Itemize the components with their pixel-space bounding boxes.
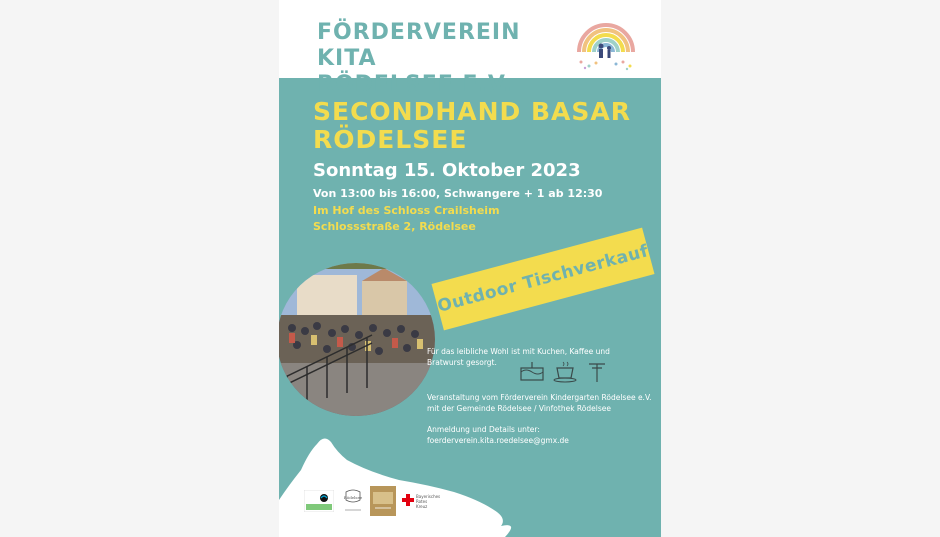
event-title [313, 98, 633, 154]
organizer-line1: Veranstaltung vom Förderverein Kindergarten Rödelsee e.V. [427, 393, 652, 402]
event-photo [279, 263, 435, 416]
rainbow-logo-icon [571, 6, 641, 72]
brk-line3: Kreuz [416, 504, 428, 509]
event-time: Von 13:00 bis 16:00, Schwangere + 1 ab 12:30 [313, 187, 603, 200]
food-info-line2: Bratwurst gesorgt. [427, 358, 497, 367]
coffee-icon [554, 362, 576, 382]
red-cross-icon [402, 494, 414, 506]
organizer-line2: mit der Gemeinde Rödelsee / Vinfothek Rödelsee [427, 404, 611, 413]
brk-line1: Bayerisches [416, 494, 441, 499]
event-location: Im Hof des Schloss Crailsheim [313, 204, 500, 217]
sponsor-logos [304, 486, 454, 516]
brk-text [416, 494, 440, 509]
svg-text:Rödelsee: Rödelsee [343, 495, 363, 500]
event-title-line1: SECONDHAND BASAR [313, 97, 632, 126]
organizer-info [427, 392, 657, 414]
weinberg-logo-icon [342, 488, 364, 514]
food-icons [517, 358, 627, 386]
event-date: Sonntag 15. Oktober 2023 [313, 160, 581, 181]
event-title-line2: RÖDELSEE [313, 125, 468, 154]
vinfothek-logo-icon [370, 486, 396, 516]
white-splash-shape [279, 430, 661, 537]
organization-title-line2: RÖDELSEE E.V. [317, 72, 513, 97]
cake-icon [521, 362, 543, 380]
food-info-line1: Für das leibliche Wohl ist mit Kuchen, Kaffee und [427, 347, 610, 356]
outdoor-sale-badge: Outdoor Tischverkauf [432, 228, 655, 331]
contact-email[interactable]: foerderverein.kita.roedelsee@gmx.de [427, 436, 569, 445]
organization-title [317, 20, 547, 98]
contact-label: Anmeldung und Details unter: [427, 425, 540, 434]
header [279, 0, 661, 97]
poster [279, 0, 661, 537]
bratwurst-icon [589, 364, 605, 382]
brk-line2: Rotes [416, 499, 428, 504]
organization-title-line1: FÖRDERVEREIN KITA [317, 20, 521, 71]
event-address: Schlossstraße 2, Rödelsee [313, 220, 476, 233]
fairtrade-logo-icon [304, 490, 334, 512]
